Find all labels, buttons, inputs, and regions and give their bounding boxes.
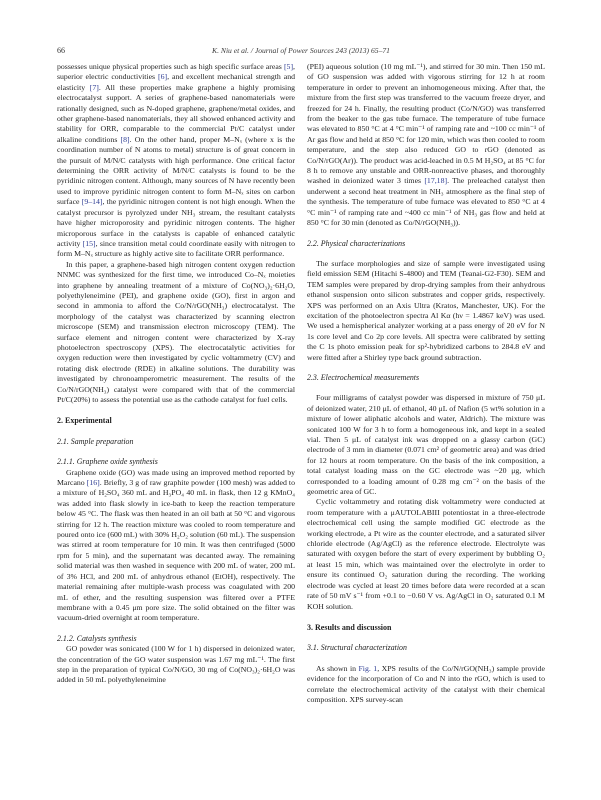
paragraph-voltammetry: Cyclic voltammetry and rotating disk voltammetry were conducted at room temperature with a μAUTOLABIII potentiostat in a three-electrode electrochemical cell using the sample modified GC electrode as the working electrode, a Pt wire as the counter electrode, and a saturated silver chloride electrode (Ag/AgCl) as the reference electrode. Electrolyte was saturated with oxygen before the start of every experiment by bubbling O₂ at least 15 min, which was maintained over the electrolyte in order to ensure its continued O₂ saturation during the recording. The working electrode was cycled at least 20 times before data were recorded at a scan rate of 50 mV s⁻¹ from +0.1 to −0.60 V vs. Ag/AgCl in O₂ saturated 0.1 M KOH solution. — [307, 497, 545, 611]
paragraph-go-synthesis: Graphene oxide (GO) was made using an improved method reported by Marcano [16]. Briefly, 3 g of raw graphite powder (100 mesh) was added to a mixture of H₂SO₄ 360 mL and H₃PO₄ 40 mL in flask, then 12 g KMnO₄ was added into flask slowly in ice-bath to keep the reaction temperature below 45 °C. The flask was then heated in an oil bath at 50 °C and vigorous stirring for 12 h. The reaction mixture was cooled to room temperature and poured onto ice (600 mL) with 30% H₂O₂ solution (60 mL). The suspension was stirred at room temperature for 10 min. It was then centrifuged (5000 rpm for 5 min), and the supernatant was decanted away. The remaining solid material was then washed in sequence with 200 mL of water, 200 mL of 3% HCl, and 200 mL of anhydrous ethanol (EtOH), respectively. The material remaining after multiple-wash process was coagulated with 200 mL of ether, and the resulting suspension was filtered over a PTFE membrane with a 0.45 μm pore size. The solid obtained on the filter was vacuum-dried overnight at room temperature. — [57, 467, 295, 623]
citation-link[interactable]: [15] — [82, 238, 96, 248]
paragraph-physical-characterizations: The surface morphologies and size of sample were investigated using field emission SEM (Hitachi S-4800) and TEM (Teanai-G2-F30). SEM and TEM samples were prepared by drop-drying samples from their anhydrous ethanol suspension onto silicon substrates and copper grids, respectively. XPS was performed on an Axis Ultra (Kratos, Manchester, UK). For the excitation of the photoelectron spectra Al Kα (hν = 1.4867 keV) was used. We used a hemispherical analyzer working at a pass energy of 20 eV for N 1s core level and Co 2p core levels. All spectra were calibrated by setting the C 1s photo emission peak for sp²-hybridized carbons to 284.8 eV and were fitted after a Shirley type back ground subtraction. — [307, 258, 545, 362]
paragraph-intro-continued: possesses unique physical properties such as high specific surface areas [5], superior electric conductivities [6], and excellent mechanical strength and elasticity [7]. All these properties make graphene a highly promising electrocatalyst support. A series of graphene-based nanomaterials were rationally designed, such as N-doped graphene, graphene/metal oxides, and other graphene-based nanomaterials, they all showed enhanced activity and stability for ORR, comparable to the commercial Pt/C catalyst under alkaline conditions [8]. On the other hand, proper M–Nₓ (where x is the coordination number of N atoms to metal) structure is of great concern in the pursuit of M/N/C catalysts with high performance. One critical factor determining the ORR activity of M/N/C catalysts is found to be the pyridinic nitrogen content. Although, many sources of N have recently been used to improve pyridinic nitrogen content to form M–Nₓ sites on carbon surface [9–14], the pyridinic nitrogen content is not high enough. When the catalyst precursor is pyrolyzed under NH₃ stream, the resultant catalysts have higher microporosity and pyridinic nitrogen contents. The higher microporous surface in the catalysts is capable of enhanced catalytic activity [15], since transition metal could coordinate easily with nitrogen to form M–Nₓ structure as highly active site to facilitate ORR performance. — [57, 62, 296, 259]
page-number: 66 — [57, 46, 65, 55]
paragraph-catalysts-synthesis: GO powder was sonicated (100 W for 1 h) dispersed in deionized water, the concentration of the GO water suspension was 1.67 mg mL⁻¹. The first step in the preparation of typical Co/N/GO, 30 mg of Co(NO₃)₂·6H₂O was added in 50 mL polyethyleneimine — [57, 644, 295, 685]
subsubsection-heading-go-synthesis: 2.1.1. Graphene oxide synthesis — [57, 457, 158, 467]
paragraph-results-intro: As shown in Fig. 1, XPS results of the Co/N/rGO(NH₃) sample provide evidence for the incorporation of Co and N into the rGO, which is used to correlate the electrochemical activity of the catalyst with their chemical composition. XPS survey-scan — [307, 663, 545, 704]
section-heading-results: 3. Results and discussion — [307, 622, 392, 632]
citation-link[interactable]: [16] — [86, 478, 100, 488]
paragraph-synthesis-continued: (PEI) aqueous solution (10 mg mL⁻¹), and stirred for 30 min. Then 150 mL of GO suspension was added with vigorous stirring for 12 h at room temperature in order to prevent an inhomogeneous mixing. After that, the mixture from the first step was transferred to the vacuum freeze dryer, and freezed for 24 h. Finally, the resulting product (Co/N/GO) was transferred from the beaker to the gas tube furnace. The temperature of tube furnace was elevated to 850 °C at 4 °C min⁻¹ of ramping rate and ~100 cc min⁻¹ of Ar gas flow and held at 850 °C for 120 min, which was then cooled to room temperature, and the step also reduced GO to rGO (denoted as Co/N/rGO(Ar)). The product was acid-leached in 0.5 M H₂SO₄ at 85 °C for 8 h to remove any unstable and ORR-nonreactive phases, and thoroughly washed in deionized water 3 times [17,18]. The preleached catalyst then underwent a second heat treatment in NH₃ atmosphere as the final step of the synthesis. The temperature of tube furnace was elevated to 850 °C at 4 °C min⁻¹ of ramping rate and ~400 cc min⁻¹ of NH₃ gas flow and held at 850 °C for 30 min (denoted as Co/N/rGO(NH₃)). — [307, 62, 545, 228]
citation-link[interactable]: [6] — [158, 72, 168, 82]
right-column — [307, 62, 545, 764]
citation-link[interactable]: [5] — [283, 62, 294, 71]
left-column — [57, 62, 295, 764]
subsection-heading-sample-preparation: 2.1. Sample preparation — [57, 436, 134, 446]
paragraph-this-paper: In this paper, a graphene-based high nitrogen content oxygen reduction NNMC was synthesized for the first time, we introduced Co–Nₓ moieties into graphene by annealing treatment of a mixture of Co(NO₃)₂·6H₂O, polyethyleneimine (PEI), and graphene oxide (GO), first in argon and second in ammonia to afford the Co/N/rGO(NH₃) electrocatalyst. The morphology of the catalyst was characterized by scanning electron microscope (SEM) and transmission electron microscopy (TEM). The surface element and nitrogen content were characterized by X-ray photoelectron spectroscopy (XPS). The electrocatalytic activities for oxygen reduction were then investigated by cyclic voltammetry (CV) and rotating disk electrode (RDE) in alkaline solutions. The durability was investigated by chronoamperometric measurement. The results of the Co/N/rGO(NH₃) catalyst were compared with that of the commercial Pt/C(20%) to assess the potential use as the cathode catalyst for fuel cells. — [57, 259, 295, 404]
citation-link[interactable]: [17,18] — [424, 176, 448, 186]
citation-link[interactable]: [8] — [120, 134, 130, 144]
paragraph-ink-preparation: Four milligrams of catalyst powder was dispersed in mixture of 750 μL of deionized water, 210 μL of ethanol, 40 μL of Nafion (5 wt% solution in a mixture of lower aliphatic alcohols and water, Aldrich). The mixture was sonicated 100 W for 3 h to form a homogeneous ink, and kept in a sealed vial. Then 5 μL of catalyst ink was dropped on a glassy carbon (GC) electrode of 3 mm in diameter (0.071 cm² of geometric area) and was dried for 12 hours at room temperature. On the basis of the ink composition, a total catalyst loading mass on the GC electrode was ~20 μg, which corresponded to a loading amount of 0.28 mg cm⁻² on the basis of the geometric area of GC. — [307, 393, 545, 497]
subsection-heading-electrochemical-measurements: 2.3. Electrochemical measurements — [307, 372, 420, 382]
citation-link[interactable]: [7] — [89, 82, 99, 92]
two-column-body — [57, 62, 545, 764]
page-header — [57, 46, 545, 58]
subsubsection-heading-catalysts-synthesis: 2.1.2. Catalysts synthesis — [57, 633, 137, 643]
subsection-heading-physical-characterizations: 2.2. Physical characterizations — [307, 238, 406, 248]
section-heading-experimental: 2. Experimental — [57, 416, 112, 426]
subsection-heading-structural-characterization: 3.1. Structural characterization — [307, 643, 407, 653]
citation-link[interactable]: Fig. 1 — [358, 663, 378, 673]
citation-link[interactable]: [9–14] — [81, 197, 103, 207]
running-head: K. Niu et al. / Journal of Power Sources 243 (2013) 65–71 — [212, 46, 390, 55]
